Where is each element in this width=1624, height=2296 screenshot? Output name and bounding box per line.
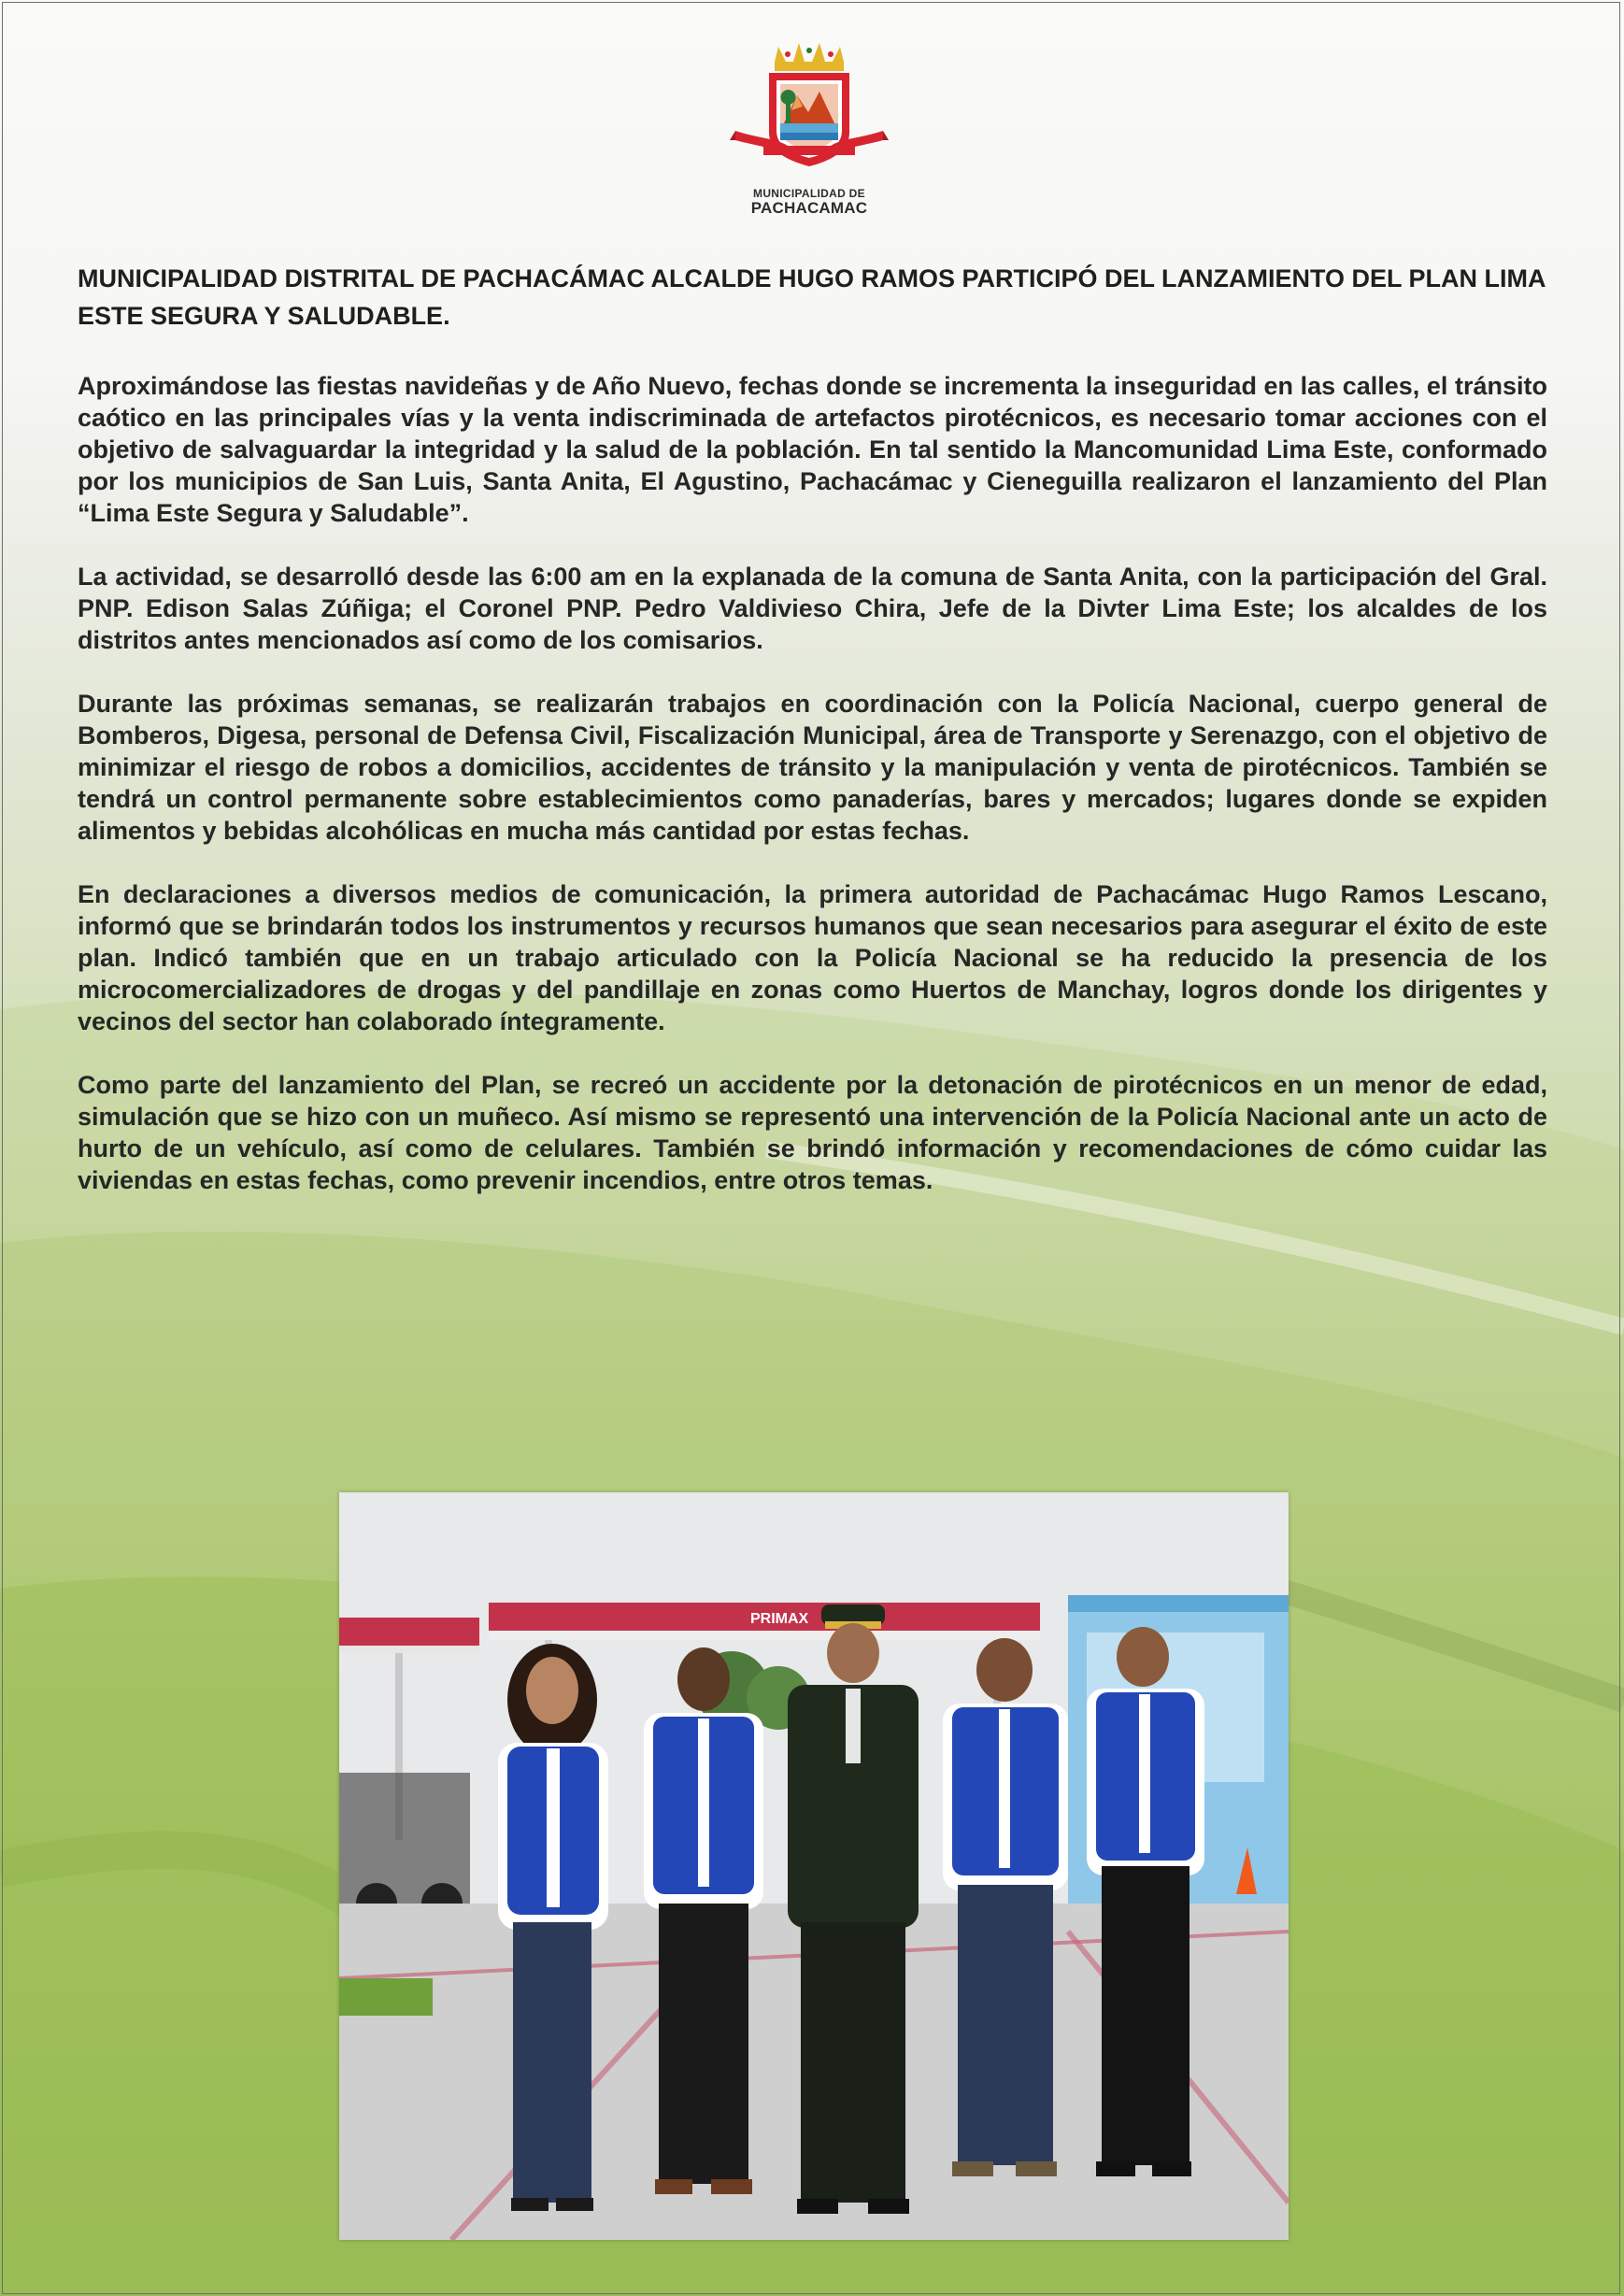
article-paragraph-2: La actividad, se desarrolló desde las 6:00 am en la explanada de la comuna de Santa Anita, con la participación del Gral. PNP. Edison Salas Zúñiga; el Coronel PNP. Pedro Valdivieso Chira, Jefe de la Divter Lima Este; los alcaldes de los distritos antes mencionados así como de los comisarios.: [78, 563, 1547, 654]
logo-text-line1: MUNICIPALIDAD DE: [753, 187, 865, 200]
municipal-crest-icon: [730, 41, 889, 181]
article-paragraph-4: En declaraciones a diversos medios de comunicación, la primera autoridad de Pachacámac Hugo Ramos Lescano, informó que se brindarán todos los instrumentos y recursos humanos que sean necesarios para asegurar el éxito de este plan. Indicó también que en un trabajo articulado con la Policía Nacional se ha reducido la presencia de los microcomercializadores de drogas y del pandillaje en zonas como Huertos de Manchay, logros donde los dirigentes y vecinos del sector han colaborado íntegramente.: [78, 880, 1547, 1035]
article-paragraph-1: Aproximándose las fiestas navideñas y de Año Nuevo, fechas donde se incrementa la inseguridad en las calles, el tránsito caótico en las principales vías y la venta indiscriminada de artefactos pirotécnicos, es necesario tomar acciones con el objetivo de salvaguardar la integridad y la salud de la población. En tal sentido la Mancomunidad Lima Este, conformado por los municipios de San Luis, Santa Anita, El Agustino, Pachacámac y Cieneguilla realizaron el lanzamiento del Plan “Lima Este Segura y Saludable”.: [78, 372, 1547, 527]
article-paragraph-5: Como parte del lanzamiento del Plan, se recreó un accidente por la detonación de pirotécnicos en un menor de edad, simulación que se hizo con un muñeco. Así mismo se representó una intervención de la Policía Nacional ante un acto de hurto de un vehículo, así como de celulares. También se brindó información y recomendaciones de cómo cuidar las viviendas en estas fechas, como prevenir incendios, entre otros temas.: [78, 1071, 1547, 1194]
article-paragraph-3: Durante las próximas semanas, se realizarán trabajos en coordinación con la Policía Nacional, cuerpo general de Bomberos, Digesa, personal de Defensa Civil, Fiscalización Municipal, área de Transporte y Serenazgo, con el objetivo de minimizar el riesgo de robos a domicilios, accidentes de tránsito y la manipulación y venta de pirotécnicos. También se tendrá un control permanente sobre establecimientos como panaderías, bares y mercados; lugares donde se expiden alimentos y bebidas alcohólicas en mucha más cantidad por estas fechas.: [78, 690, 1547, 845]
article-headline: MUNICIPALIDAD DISTRITAL DE PACHACÁMAC ALCALDE HUGO RAMOS PARTICIPÓ DEL LANZAMIENTO DEL PLAN LIMA ESTE SEGURA Y SALUDABLE.: [78, 264, 1546, 330]
group-photo-illustration: [339, 1492, 1289, 2240]
logo-text-line2: PACHACAMAC: [750, 199, 868, 217]
person-4: [943, 1638, 1068, 2176]
person-2: [644, 1647, 763, 2194]
event-photo: [339, 1492, 1289, 2240]
person-3-police: [788, 1604, 919, 2214]
person-5: [1087, 1627, 1204, 2176]
station-sign-text: PRIMAX: [750, 1611, 809, 1627]
municipality-logo: [727, 41, 891, 228]
article: [78, 260, 1547, 1228]
